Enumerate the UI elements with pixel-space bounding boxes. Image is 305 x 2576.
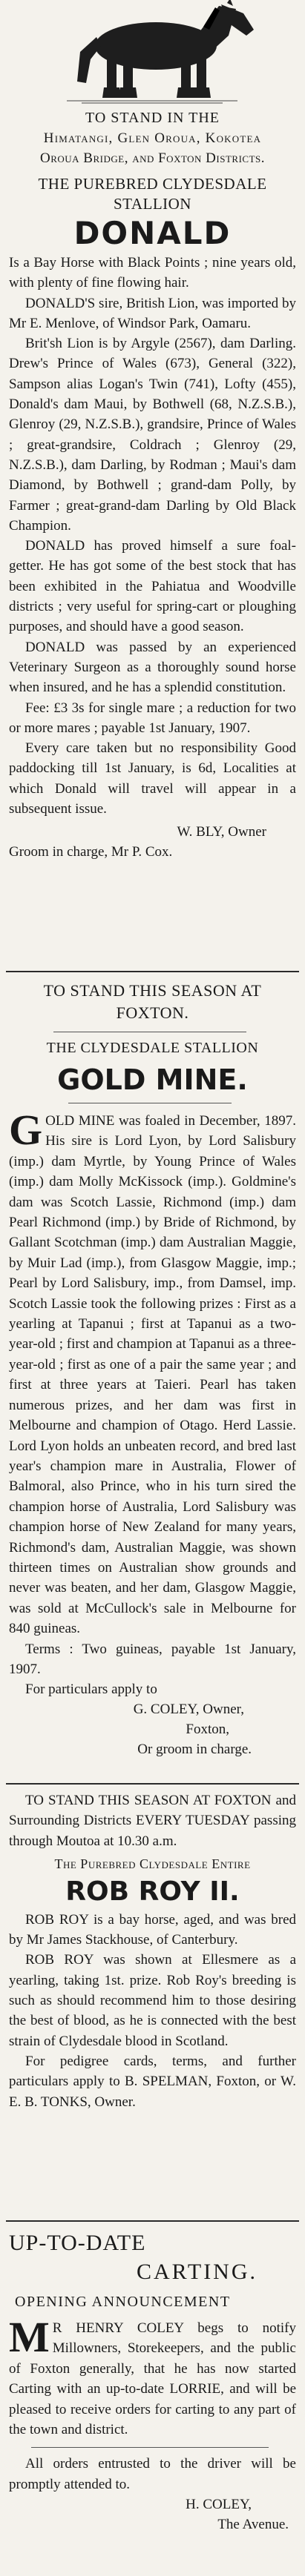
donald-para-5: DONALD was passed by an experienced Veterinary Surgeon as a thoroughly sound horse when insured, and he has a splendid constitution. <box>9 639 296 696</box>
robroy-name-heading: ROB ROY II. <box>65 1876 240 1907</box>
carting-drop-cap: M <box>9 2313 50 2361</box>
donald-para-1: Is a Bay Horse with Black Points ; nine years old, with plenty of fine flowing hair. <box>9 255 296 291</box>
donald-para-2: DONALD'S sire, British Lion, was imported by Mr E. Menlove, of Windsor Park, Oamaru. <box>9 295 296 331</box>
goldmine-owner: G. COLEY, Owner, <box>133 1702 244 1718</box>
column-divider-3 <box>6 2220 299 2222</box>
carting-heading-line2: CARTING. <box>136 2260 258 2284</box>
robroy-para-2: ROB ROY is a bay horse, aged, and was bred by Mr James Stackhouse, of Canterbury. <box>9 1911 296 1948</box>
goldmine-name-heading: GOLD MINE. <box>57 1063 248 1096</box>
goldmine-advertisement <box>9 980 296 1759</box>
goldmine-terms: Terms : Two guineas, payable 1st January, 1907. <box>9 1641 296 1677</box>
donald-intro-line1: TO STAND IN THE <box>85 110 220 126</box>
robroy-para-1: TO STAND THIS SEASON AT FOXTON and Surrounding Districts EVERY TUESDAY passing through Moutoa at 10.30 a.m. <box>9 1793 296 1849</box>
donald-groom: Groom in charge, Mr P. Cox. <box>9 844 173 860</box>
goldmine-para-1: OLD MINE was foaled in December, 1897. His sire is Lord Lyon, by Lord Salisbury (imp.) dam Myrtle, by Young Prince of Wales (imp.) dam Molly McKissock (imp.). Goldmine's dam was Scotch Lassie, Richmond (imp.) dam Pearl Richmond (imp.) by Bride of Richmond, by Gallant Scotchman (imp.) dam Australian Maggie, by Muir Lad (imp.), from Glasgow Maggie, imp.; Pearl by Lord Salisbury, imp., from Damsel, imp. Scotch Lassie took the following prizes : First as a yearling at Tapanui ; first at Tapanui as a two-year-old ; first and champion at Tapanui as a three-year-old ; first as one of a pair the same year ; and first at three years at Taieri. Pearl has taken numerous prizes, and her dam was first in Melbourne and champion of Otago. Herd Lassie. Lord Lyon holds an unbeaten record, and bred last year's champion mare in Australia, Flower of Balmoral, also Prince, who in his turn sired the champion horse of Australia, Lord Salisbury was champion horse of New Zealand for many years, Richmond's dam, Australian Maggie, was shown thirteen times on Australian show grounds and never was beaten, and her dam, Glasgow Maggie, was sold at McCullock's sale in Melbourne for 840 guineas. <box>9 1113 296 1637</box>
goldmine-heading-line2: FOXTON. <box>116 1003 189 1022</box>
robroy-para-4: For pedigree cards, terms, and further particulars apply to B. SPELMAN, Foxton, or W. E. B. TONKS, Owner. <box>9 2053 296 2110</box>
donald-para-7: Every care taken but no responsibility Good paddocking till 1st January, is 6d, Localities at which Donald will travel will appear in a subsequent issue. <box>9 740 296 817</box>
donald-title-line1: THE PUREBRED CLYDESDALE <box>38 175 267 193</box>
carting-subheading: OPENING ANNOUNCEMENT <box>15 2294 231 2310</box>
donald-para-6: Fee: £3 3s for single mare ; a reduction for two or more mares ; payable 1st January, 1907. <box>9 700 296 736</box>
goldmine-subtitle: THE CLYDESDALE STALLION <box>46 1040 259 1056</box>
carting-advertisement <box>9 2229 296 2534</box>
donald-para-3: Brit'sh Lion is by Argyle (2567), dam Darling. Drew's Prince of Wales (673), General (322), Sampson alias Logan's Twin (741), Lofty (455), Donald's dam Maui, by Bothwell (68, N.Z.S.B.), Glenroy (29, N.Z.S.B.), grandsire, Prince of Wales ; great-grandsire, Coldrach ; Glenroy (29, N.Z.S.B.), dam Darling, by Rodman ; Maui's dam Diamond, by Bothwell ; grand-dam Polly, by Farmer ; great-grand-dam Darling by Old Black Champion. <box>9 336 296 534</box>
donald-advertisement <box>9 108 296 862</box>
robroy-subtitle: The Purebred Clydesdale Entire <box>54 1856 251 1871</box>
carting-para-1: R HENRY COLEY begs to notify Millowners, Storekeepers, and the public of Foxton generally, that he has now started Carting with an up-to-date LORRIE, and will be pleased to receive orders for carting to any part of the town and district. <box>9 2320 296 2438</box>
column-divider-2 <box>6 1783 299 1785</box>
robroy-advertisement <box>9 1790 296 2112</box>
goldmine-drop-cap: G <box>9 1106 43 1154</box>
goldmine-groom: Or groom in charge. <box>137 1742 252 1758</box>
carting-heading-line1: UP-TO-DATE <box>9 2231 146 2255</box>
goldmine-place: Foxton, <box>186 1722 229 1738</box>
column-divider-1 <box>6 971 299 972</box>
donald-title-line2: STALLION <box>114 195 191 213</box>
carting-address: The Avenue. <box>217 2517 289 2533</box>
carting-para-2: All orders entrusted to the driver will be promptly attended to. <box>9 2456 296 2492</box>
donald-intro-line3: Oroua Bridge, and Foxton Districts. <box>40 150 265 166</box>
donald-intro-line2: Himatangi, Glen Oroua, Kokotea <box>43 130 262 146</box>
donald-para-4: DONALD has proved himself a sure foal-getter. He has got some of the best stock that has been exhibited in the Pahiatua and Woodville districts ; very useful for spring-cart or ploughing purposes, and should have a good season. <box>9 538 296 635</box>
goldmine-particulars: For particulars apply to <box>25 1682 157 1698</box>
carting-owner: H. COLEY, <box>186 2497 252 2513</box>
robroy-para-3: ROB ROY was shown at Ellesmere as a yearling, taking 1st. prize. Rob Roy's breeding is such as should recommend him to those desiring the best of blood, as he is connected with the best strain of Clydesdale blood in Scotland. <box>9 1952 296 2049</box>
donald-owner: W. BLY, Owner <box>177 824 266 840</box>
goldmine-heading-line1: TO STAND THIS SEASON AT <box>43 981 262 1000</box>
clydesdale-horse-illustration <box>45 0 260 105</box>
donald-name-heading: DONALD <box>73 215 232 251</box>
